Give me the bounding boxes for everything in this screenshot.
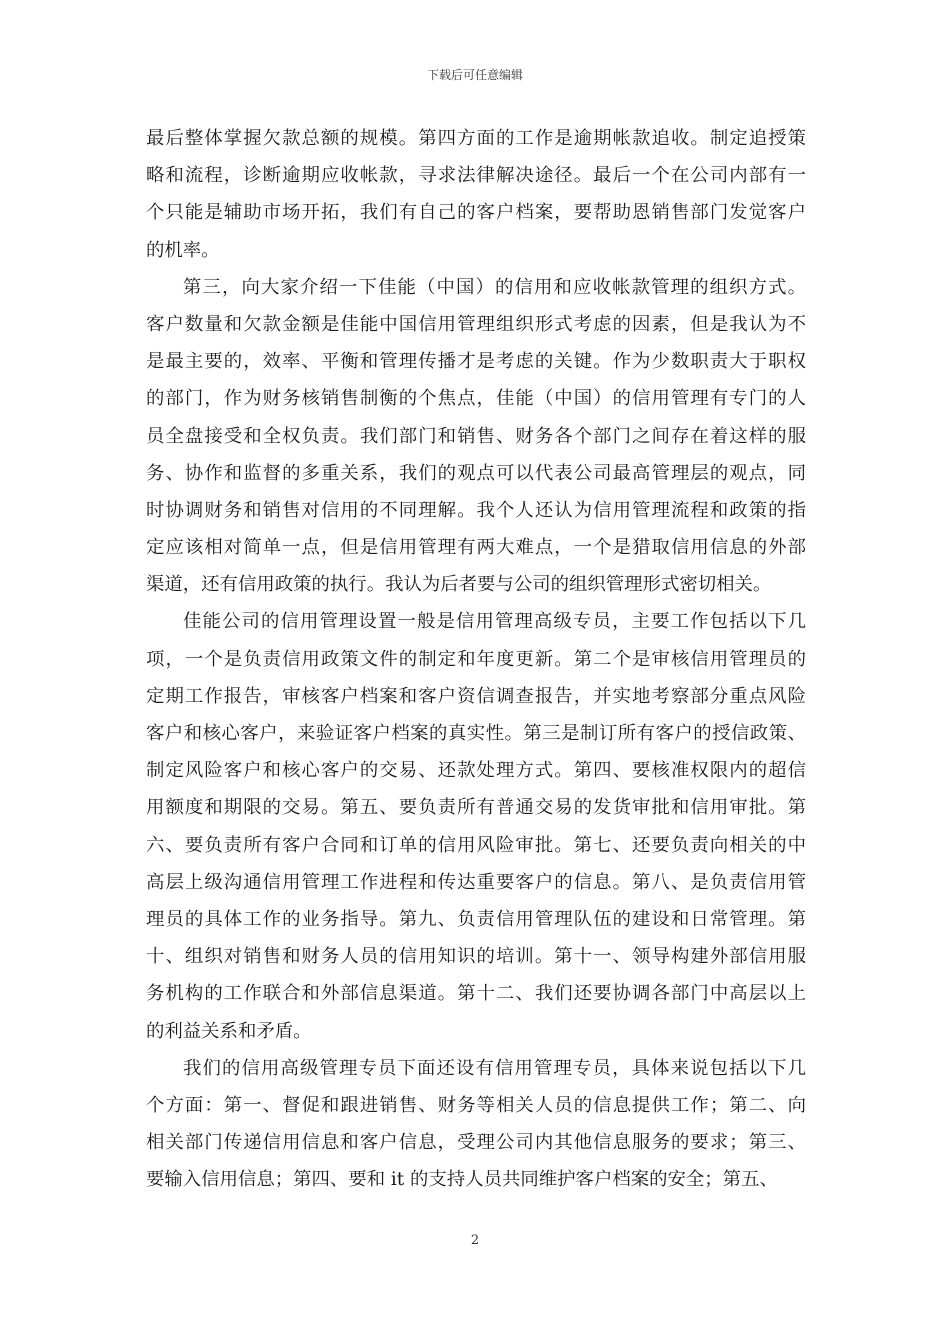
- text-line: 个只能是辅助市场开拓，我们有自己的客户档案，要帮助恩销售部门发觉客户: [146, 202, 806, 224]
- text-line: 第三，向大家介绍一下佳能（中国）的信用和应收帐款管理的组织方式。: [183, 276, 806, 298]
- text-line: 最后整体掌握欠款总额的规模。第四方面的工作是逾期帐款追收。制定追授策: [146, 128, 806, 149]
- text-line: 的利益关系和矛盾。: [146, 1020, 312, 1042]
- text-line: 务机构的工作联合和外部信息渠道。第十二、我们还要协调各部门中高层以上: [146, 983, 806, 1005]
- text-line: 高层上级沟通信用管理工作进程和传达重要客户的信息。第八、是负责信用管: [146, 871, 806, 893]
- text-line: 略和流程，诊断逾期应收帐款，寻求法律解决途径。最后一个在公司内部有一: [146, 165, 806, 187]
- text-line: 定应该相对简单一点，但是信用管理有两大难点，一个是猎取信用信息的外部: [146, 537, 806, 559]
- paragraph: [146, 120, 806, 269]
- text-line: 客户数量和欠款金额是佳能中国信用管理组织形式考虑的因素，但是我认为不: [146, 313, 806, 335]
- text-line: 时协调财务和销售对信用的不同理解。我个人还认为信用管理流程和政策的指: [146, 499, 806, 521]
- text-line: 用额度和期限的交易。第五、要负责所有普通交易的发货审批和信用审批。第: [146, 797, 806, 819]
- text-line: 务、协作和监督的多重关系，我们的观点可以代表公司最高管理层的观点，同: [146, 462, 806, 484]
- text-line: 要输入信用信息；第四、要和 it 的支持人员共同维护客户档案的安全；第五、: [146, 1169, 778, 1191]
- text-line: 相关部门传递信用信息和客户信息，受理公司内其他信息服务的要求；第三、: [146, 1132, 806, 1154]
- text-line: 六、要负责所有客户合同和订单的信用风险审批。第七、还要负责向相关的中: [146, 834, 806, 856]
- page-header: 下载后可任意编辑: [426, 68, 523, 82]
- text-line: 客户和核心客户，来验证客户档案的真实性。第三是制订所有客户的授信政策、: [146, 723, 806, 744]
- paragraph: [146, 603, 806, 1049]
- text-line: 的机率。: [146, 239, 220, 261]
- text-line: 佳能公司的信用管理设置一般是信用管理高级专员，主要工作包括以下几: [183, 611, 806, 633]
- text-line: 制定风险客户和核心客户的交易、还款处理方式。第四、要核准权限内的超信: [146, 760, 806, 782]
- text-line: 个方面：第一、督促和跟进销售、财务等相关人员的信息提供工作；第二、向: [146, 1094, 806, 1116]
- text-line: 项，一个是负责信用政策文件的制定和年度更新。第二个是审核信用管理员的: [146, 648, 806, 670]
- text-line: 渠道，还有信用政策的执行。我认为后者要与公司的组织管理形式密切相关。: [146, 574, 772, 596]
- paragraph: [146, 269, 806, 604]
- text-line: 是最主要的，效率、平衡和管理传播才是考虑的关键。作为少数职责大于职权: [146, 351, 806, 373]
- text-line: 理员的具体工作的业务指导。第九、负责信用管理队伍的建设和日常管理。第: [146, 908, 806, 930]
- text-line: 定期工作报告，审核客户档案和客户资信调查报告，并实地考察部分重点风险: [146, 685, 806, 707]
- page-number: 2: [470, 1233, 480, 1248]
- document-body: [146, 120, 806, 1198]
- paragraph: [146, 1050, 806, 1199]
- text-line: 我们的信用高级管理专员下面还设有信用管理专员，具体来说包括以下几: [183, 1057, 806, 1079]
- text-line: 员全盘接受和全权负责。我们部门和销售、财务各个部门之间存在着这样的服: [146, 425, 806, 447]
- text-line: 的部门，作为财务核销售制衡的个焦点，佳能（中国）的信用管理有专门的人: [146, 388, 806, 410]
- text-line: 十、组织对销售和财务人员的信用知识的培训。第十一、领导构建外部信用服: [146, 946, 806, 968]
